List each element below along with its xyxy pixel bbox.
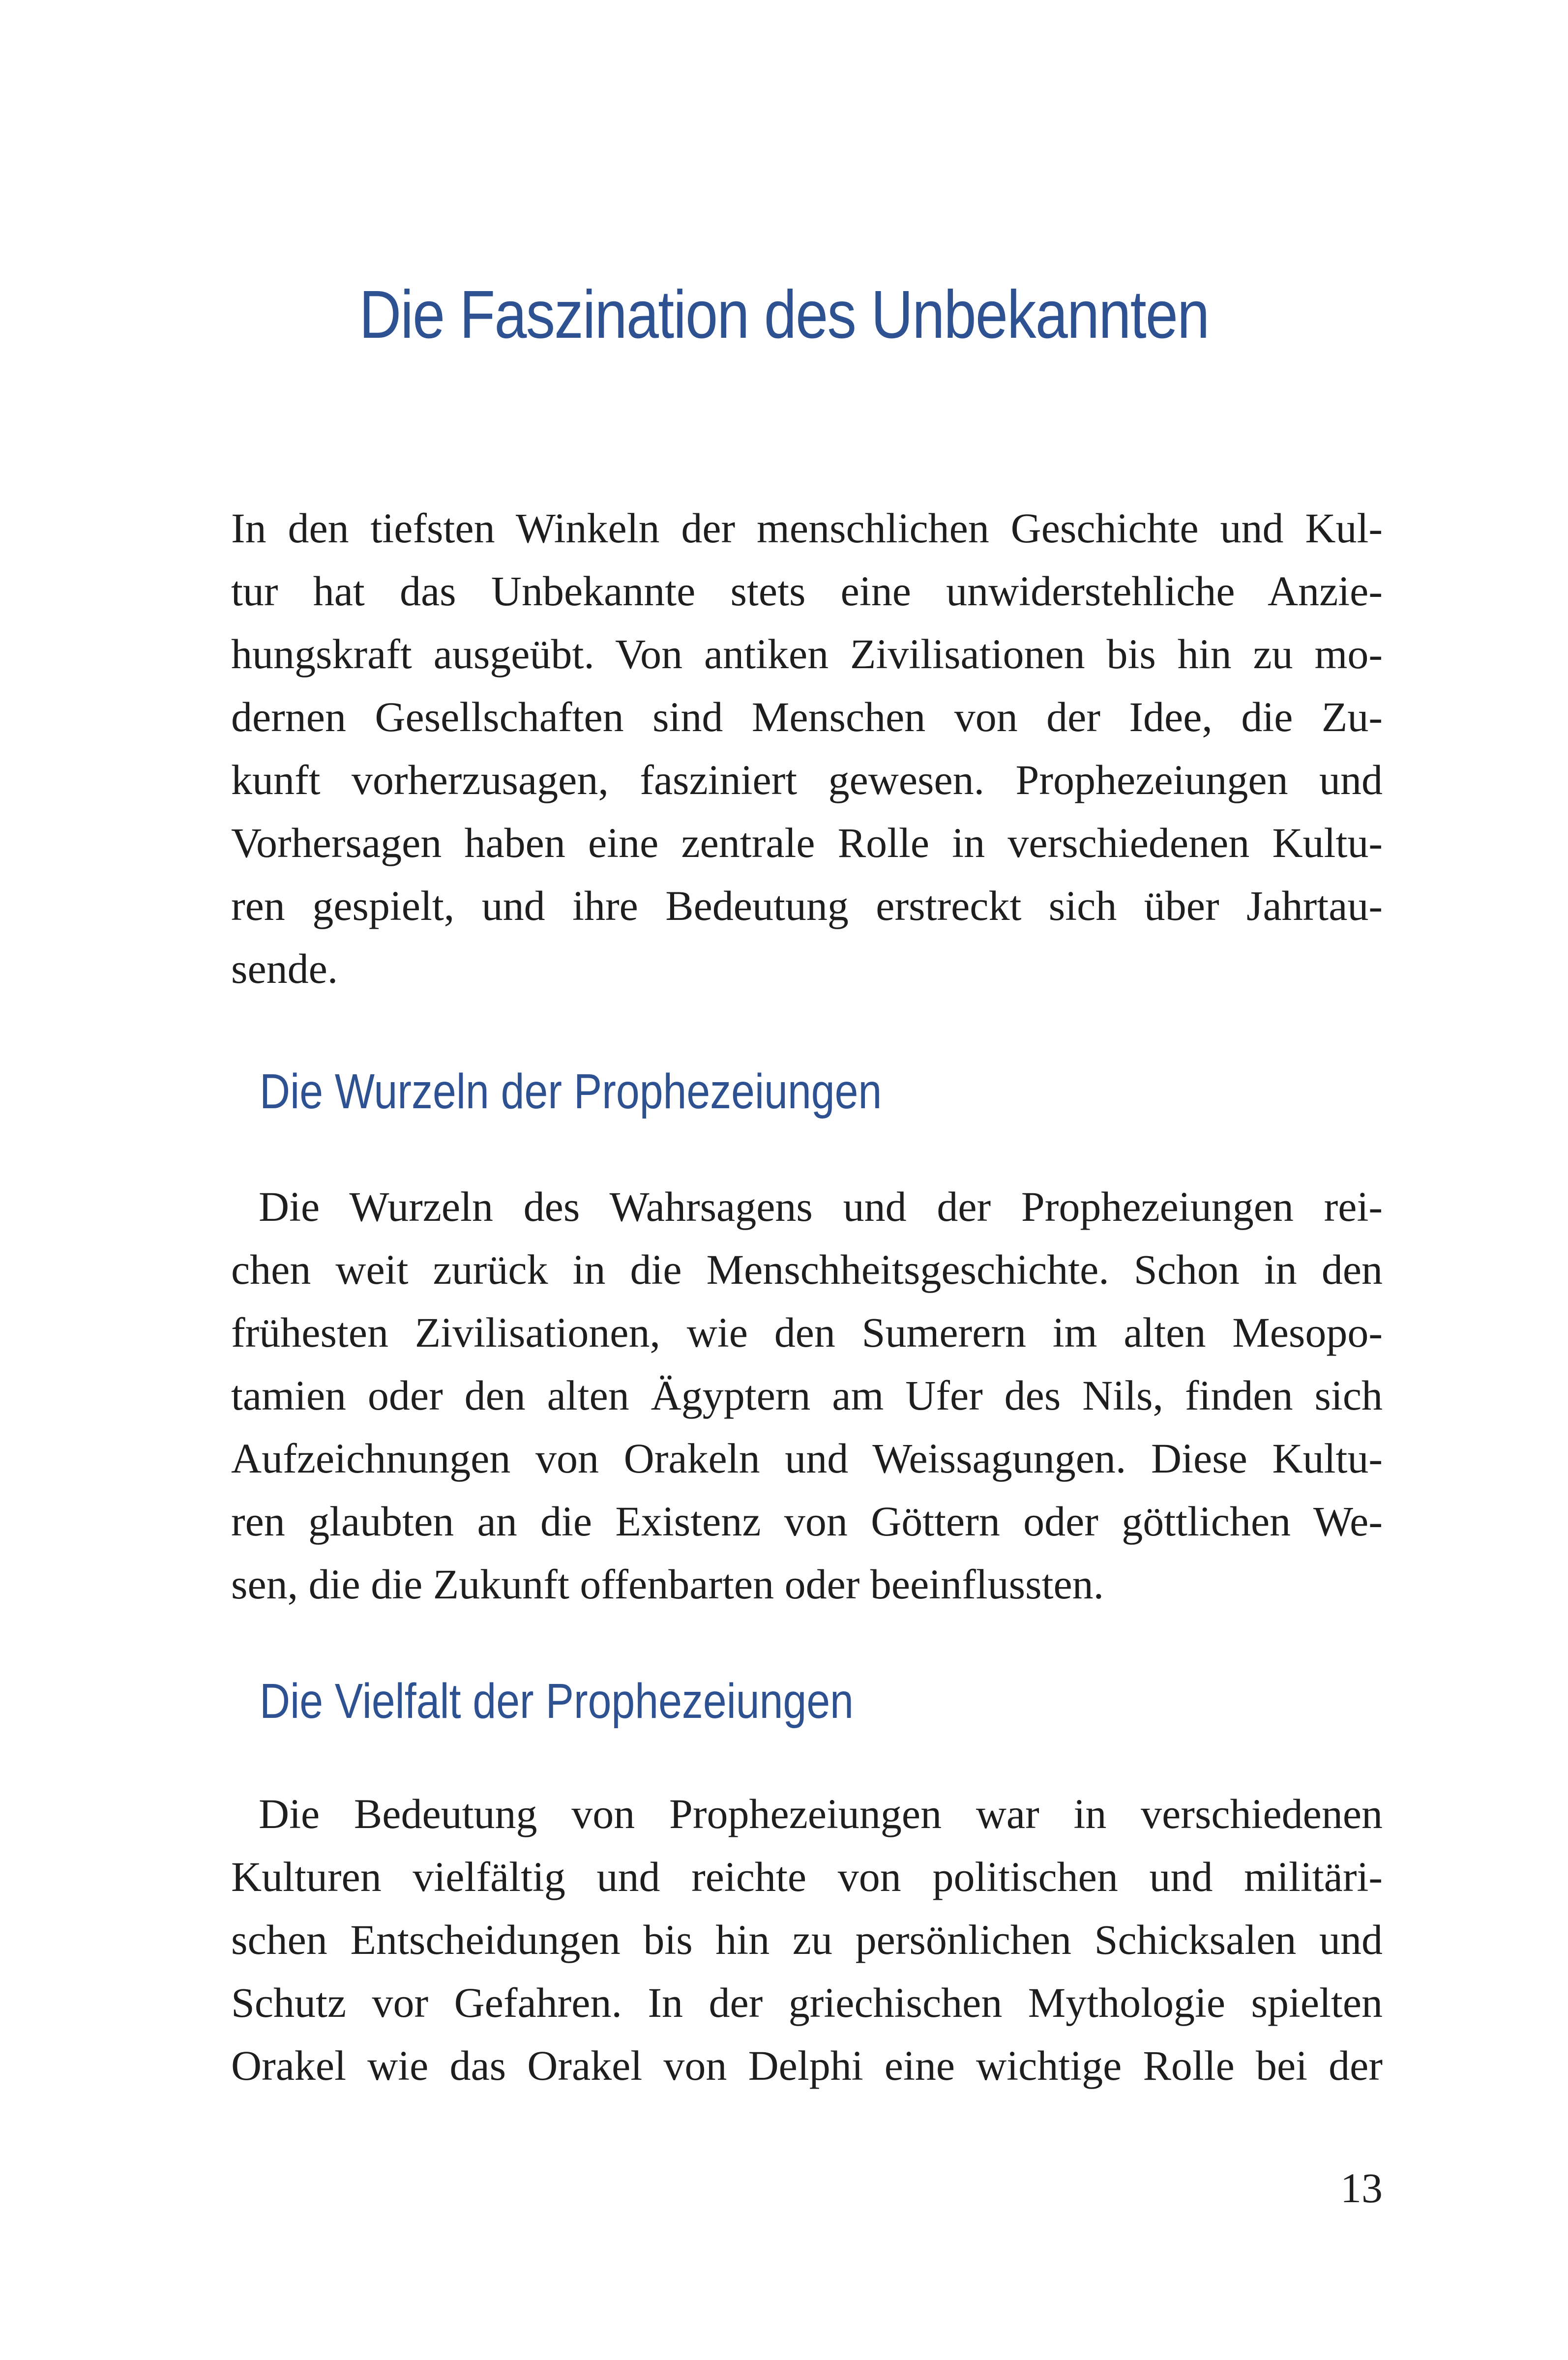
section-paragraph-wurzeln [231,1175,1383,1616]
text-line: schen Entscheidungen bis hin zu persönlichen Schicksalen und [231,1916,1383,1963]
text-line: hungskraft ausgeübt. Von antiken Zivilisationen bis hin zu mo- [231,630,1383,678]
text-line: chen weit zurück in die Menschheitsgeschichte. Schon in den [231,1246,1383,1293]
text-line: ren gespielt, und ihre Bedeutung erstreckt sich über Jahrtau- [231,882,1383,929]
text-line: sende. [231,945,338,992]
text-line: ren glaubten an die Existenz von Göttern oder göttlichen We- [231,1498,1383,1545]
text-line: Aufzeichnungen von Orakeln und Weissagungen. Diese Kultu- [231,1435,1383,1482]
text-line: frühesten Zivilisationen, wie den Sumerern im alten Mesopo- [231,1309,1383,1356]
text-line: tamien oder den alten Ägyptern am Ufer des Nils, finden sich [231,1372,1383,1419]
section-heading-wurzeln: Die Wurzeln der Prophezeiungen [260,1064,882,1119]
text-line: kunft vorherzusagen, fasziniert gewesen. Prophezeiungen und [231,756,1383,803]
chapter-title: Die Faszination des Unbekannten [359,277,1209,353]
section-heading-vielfalt: Die Vielfalt der Prophezeiungen [260,1674,854,1729]
text-line: dernen Gesellschaften sind Menschen von der Idee, die Zu- [231,693,1383,740]
section-paragraph-vielfalt [231,1782,1383,2097]
text-line: Schutz vor Gefahren. In der griechischen Mythologie spielten [231,1979,1383,2026]
text-line: Kulturen vielfältig und reichte von politischen und militäri- [231,1853,1383,1900]
page-number: 13 [1340,2164,1383,2212]
text-line: tur hat das Unbekannte stets eine unwiderstehliche Anzie- [231,567,1383,615]
text-line: In den tiefsten Winkeln der menschlichen Geschichte und Kul- [231,504,1383,552]
text-line: Die Bedeutung von Prophezeiungen war in verschiedenen [259,1790,1383,1837]
text-line: Vorhersagen haben eine zentrale Rolle in verschiedenen Kultu- [231,819,1383,866]
text-line: sen, die die Zukunft offenbarten oder beeinflussten. [231,1561,1104,1608]
text-line: Orakel wie das Orakel von Delphi eine wichtige Rolle bei der [231,2042,1383,2089]
intro-paragraph [231,497,1383,1000]
text-line: Die Wurzeln des Wahrsagens und der Prophezeiungen rei- [259,1183,1383,1230]
